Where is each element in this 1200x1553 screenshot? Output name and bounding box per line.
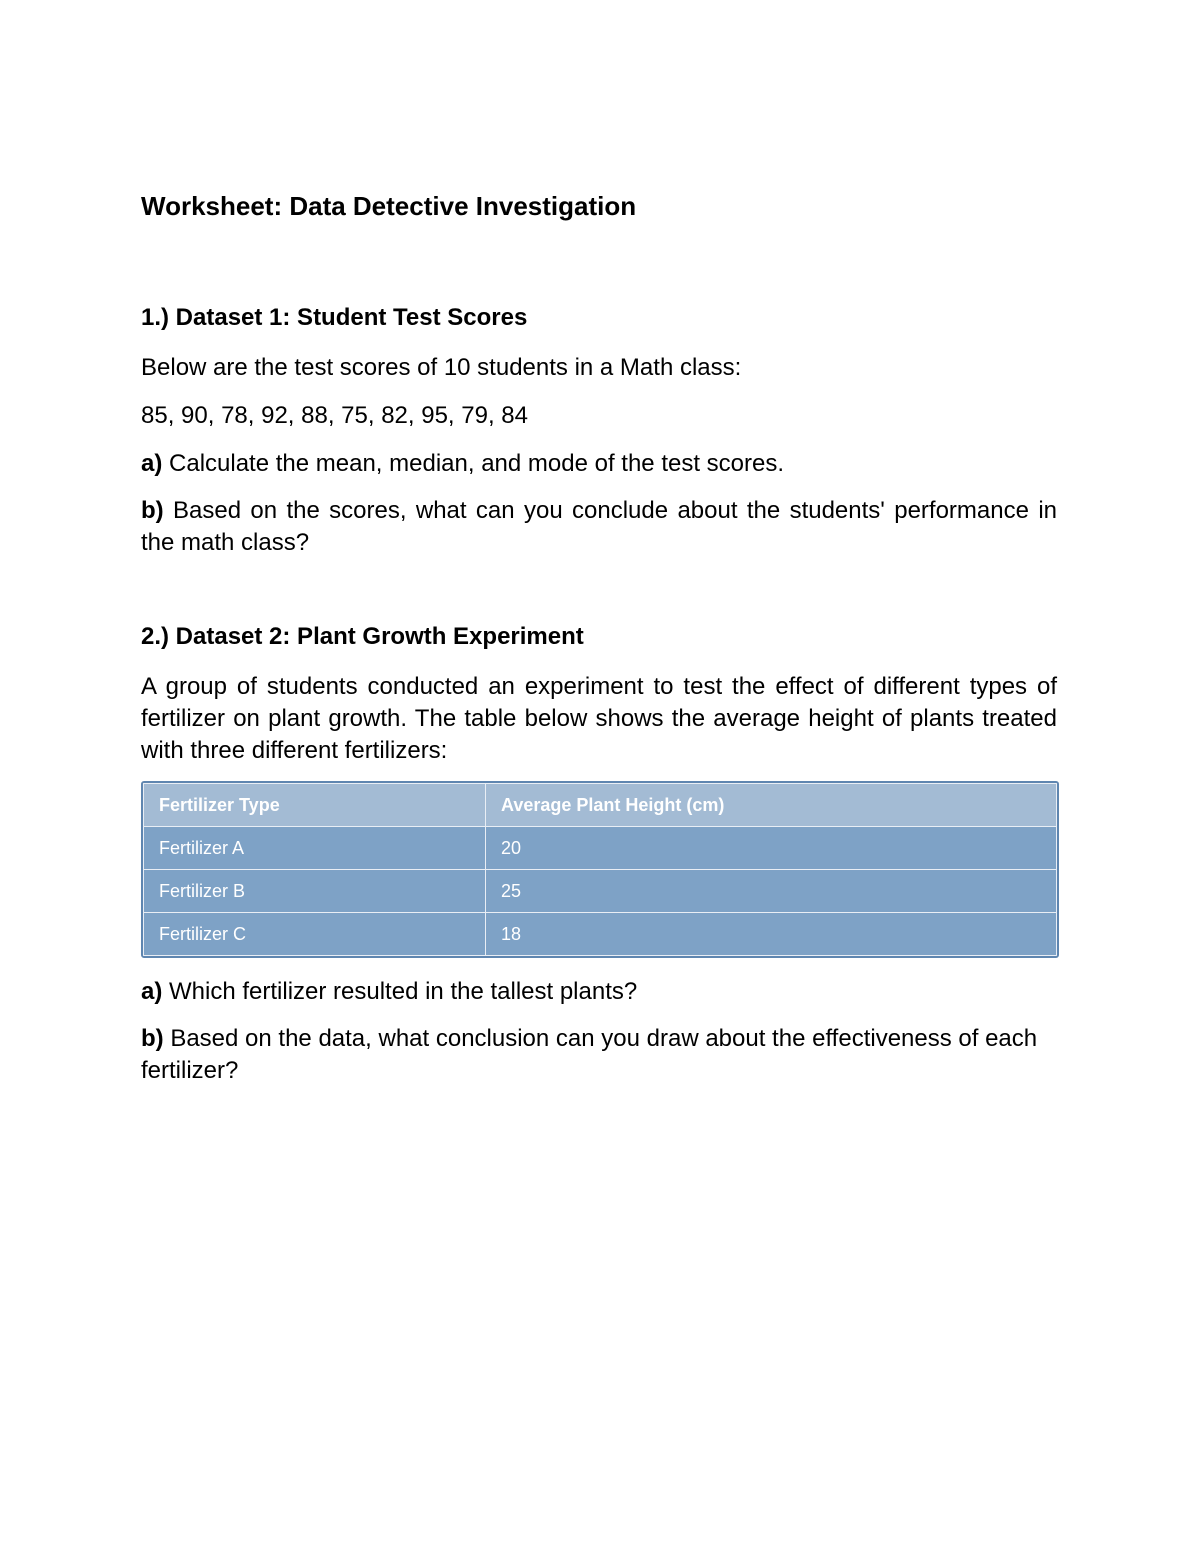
section2-question-b	[141, 1023, 1057, 1087]
table-cell-fertilizer: Fertilizer A	[144, 827, 486, 870]
table-row	[144, 827, 1057, 870]
worksheet-page	[141, 190, 1057, 1087]
section2-heading: 2.) Dataset 2: Plant Growth Experiment	[141, 623, 584, 650]
fertilizer-table	[141, 781, 1059, 958]
worksheet-title: Worksheet: Data Detective Investigation	[141, 191, 637, 221]
header-fertilizer-type: Fertilizer Type	[144, 784, 486, 827]
question-a-label: a)	[141, 450, 163, 477]
section2-question-a	[141, 976, 1057, 1008]
question-a-label: a)	[141, 978, 163, 1005]
table-cell-height: 25	[486, 870, 1057, 913]
header-average-height: Average Plant Height (cm)	[486, 784, 1057, 827]
question-a-text: Which fertilizer resulted in the tallest plants?	[162, 978, 638, 1005]
section2-intro: A group of students conducted an experiment to test the effect of different types of fertilizer on plant growth. The table below shows the average height of plants treated with three different fertilizers:	[141, 673, 1057, 764]
question-b-text: Based on the scores, what can you conclude about the students' performance in the math class?	[141, 497, 1057, 556]
question-a-text: Calculate the mean, median, and mode of the test scores.	[162, 450, 785, 477]
test-scores-list: 85, 90, 78, 92, 88, 75, 82, 95, 79, 84	[141, 402, 528, 429]
table-cell-height: 20	[486, 827, 1057, 870]
section1-question-b	[141, 495, 1057, 559]
table-row	[144, 913, 1057, 956]
table-cell-fertilizer: Fertilizer B	[144, 870, 486, 913]
section1-question-a	[141, 448, 1057, 480]
table-row	[144, 870, 1057, 913]
section1-heading: 1.) Dataset 1: Student Test Scores	[141, 304, 528, 331]
section1-intro: Below are the test scores of 10 students in a Math class:	[141, 354, 742, 381]
question-b-label: b)	[141, 497, 164, 524]
question-b-text: Based on the data, what conclusion can you draw about the effectiveness of each fertilizer?	[141, 1025, 1038, 1084]
table-cell-fertilizer: Fertilizer C	[144, 913, 486, 956]
table-cell-height: 18	[486, 913, 1057, 956]
fertilizer-data-table	[143, 783, 1057, 956]
table-header-row	[144, 784, 1057, 827]
question-b-label: b)	[141, 1025, 164, 1052]
